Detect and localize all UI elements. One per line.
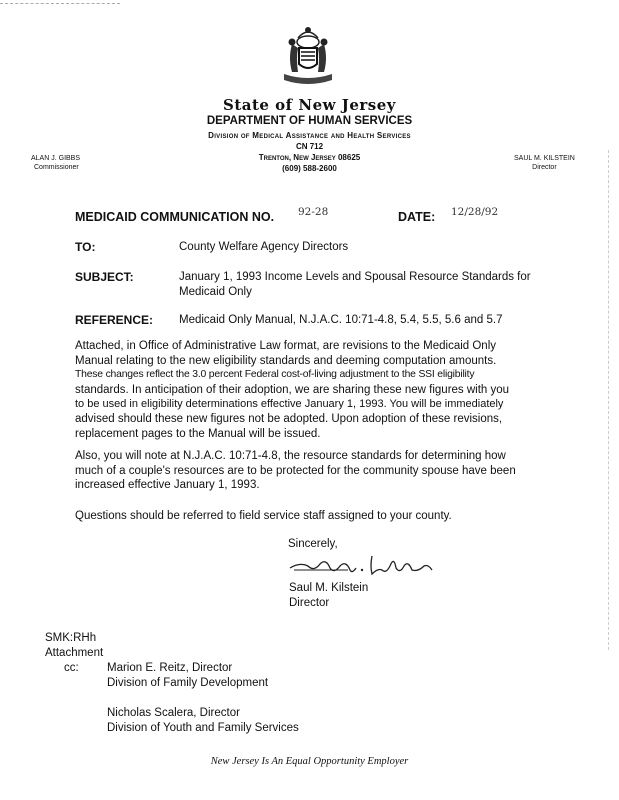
subject-line-2: Medicaid Only — [179, 286, 252, 298]
signer-title: Director — [289, 597, 330, 609]
p2-line: much of a couple's resources are to be protected for the community spouse have been — [75, 464, 516, 477]
director-title: Director — [532, 164, 557, 171]
scan-mark — [0, 3, 120, 5]
state-title: State of New Jersey — [223, 96, 396, 114]
attachment-label: Attachment — [45, 647, 104, 659]
commissioner-name: ALAN J. GIBBS — [31, 155, 81, 162]
p2-line: Also, you will note at N.J.A.C. 10:71-4.8, the resource standards for determining how — [75, 450, 506, 462]
body-paragraph-1 — [75, 339, 535, 441]
p1-line: standards. In anticipation of their adoption, we are sharing these new figures with you — [75, 383, 510, 396]
director-name: SAUL M. KILSTEIN — [514, 155, 575, 162]
body-paragraph-2 — [75, 449, 535, 493]
handwritten-signature-icon — [286, 548, 436, 580]
p1-line: replacement pages to the Manual will be issued. — [75, 427, 321, 440]
p1-line: Attached, in Office of Administrative Law format, are revisions to the Medicaid Only — [75, 340, 497, 352]
signature — [286, 548, 436, 580]
cc2-name: Nicholas Scalera, Director — [107, 707, 240, 719]
date-value: 12/28/92 — [451, 206, 499, 218]
new-jersey-state-seal-icon — [270, 8, 346, 96]
scan-edge — [608, 150, 610, 650]
date-label: DATE: — [398, 210, 436, 224]
address-city: Trenton, New Jersey 08625 — [258, 153, 361, 162]
communication-number: 92-28 — [298, 206, 329, 218]
cc-label: cc: — [64, 662, 79, 674]
subject-line-1: January 1, 1993 Income Levels and Spousal Resource Standards for — [179, 271, 531, 283]
department-name: DEPARTMENT OF HUMAN SERVICES — [206, 115, 413, 127]
p1-line: Manual relating to the new eligibility standards and deeming computation amounts. — [75, 354, 497, 367]
cc1-name: Marion E. Reitz, Director — [107, 662, 233, 674]
division-name: Division of Medical Assistance and Health Services — [208, 131, 411, 140]
communication-label: MEDICAID COMMUNICATION NO. — [75, 210, 275, 224]
director-block — [514, 154, 575, 172]
salutation: Sincerely, — [288, 538, 338, 550]
reference-value: Medicaid Only Manual, N.J.A.C. 10:71-4.8, 5.4, 5.5, 5.6 and 5.7 — [179, 314, 503, 326]
p2-line: increased effective January 1, 1993. — [75, 479, 260, 492]
state-seal — [270, 8, 346, 96]
commissioner-title: Commissioner — [34, 164, 79, 171]
reference-label: REFERENCE: — [75, 313, 154, 327]
cn-number: CN 712 — [295, 142, 324, 151]
subject-label: SUBJECT: — [75, 270, 134, 284]
phone-number: (609) 588-2600 — [282, 164, 337, 173]
cc1-division: Division of Family Development — [107, 677, 269, 689]
p1-line: to be used in eligibility determinations effective January 1, 1993. You will be immediately — [75, 398, 504, 411]
cc2-division: Division of Youth and Family Services — [107, 722, 299, 734]
commissioner-block — [31, 154, 80, 172]
signer-name: Saul M. Kilstein — [289, 582, 369, 594]
p1-line: advised should these new figures not be adopted. Upon adoption of these revisions, — [75, 412, 503, 425]
body-paragraph-3: Questions should be referred to field service staff assigned to your county. — [75, 510, 452, 522]
p1-line: These changes reflect the 3.0 percent Federal cost-of-living adjustment to the SSI eligibility — [75, 369, 475, 381]
to-value: County Welfare Agency Directors — [179, 241, 349, 253]
to-label: TO: — [75, 240, 96, 254]
equal-opportunity-footer: New Jersey Is An Equal Opportunity Employer — [210, 756, 409, 767]
initials: SMK:RHh — [45, 632, 97, 644]
